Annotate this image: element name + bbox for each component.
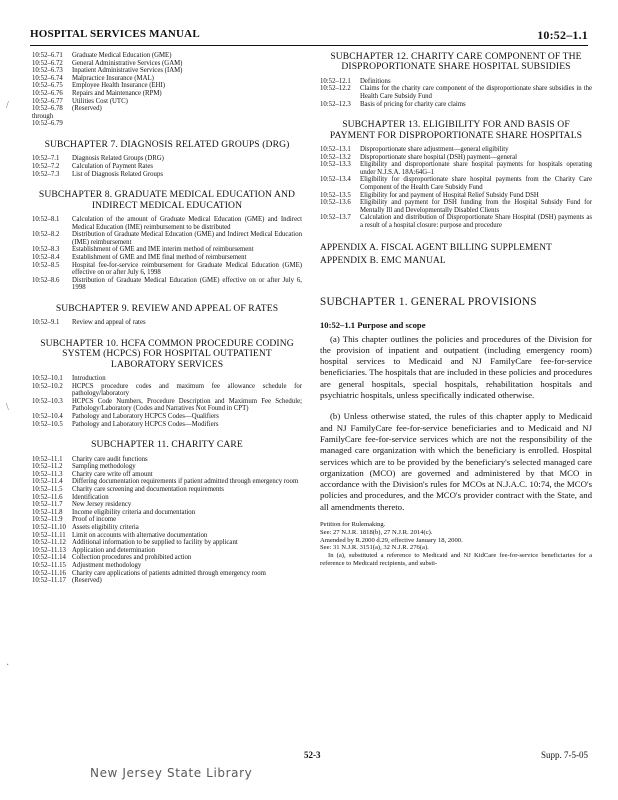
toc-entry xyxy=(32,82,302,90)
toc-entry-title: Distribution of Graduate Medical Education (GME) effective on or after July 6, 1998 xyxy=(72,276,302,292)
subchapter-heading: SUBCHAPTER 13. ELIGIBILITY FOR AND BASIS OF PAYMENT FOR DISPROPORTIONATE SHARE HOSPITALS xyxy=(329,119,583,141)
toc-entry-title: Differing documentation requirements if patient admitted through emergency room xyxy=(72,478,299,486)
toc-entry-number: 10:52–6.74 xyxy=(32,74,63,82)
history-notes xyxy=(320,521,592,568)
toc-entry-title: Eligibility for and payment of Hospital Relief Subsidy Fund DSH xyxy=(360,191,539,199)
toc-entry xyxy=(32,577,302,585)
toc-entry-number: 10:52–7.2 xyxy=(32,162,60,170)
note-line: See: 31 N.J.R. 3151(a), 32 N.J.R. 276(a). xyxy=(320,544,429,552)
toc-entry-number: 10:52–8.4 xyxy=(32,253,60,261)
toc-entry-title: Establishment of GME and IME final method of reimbursement xyxy=(72,253,247,261)
toc-entry xyxy=(32,562,302,570)
toc-entry-number: 10:52–6.75 xyxy=(32,82,63,90)
toc-entry xyxy=(320,176,592,191)
appendix-b: APPENDIX B. EMC MANUAL xyxy=(320,255,446,266)
purpose-scope-label: 10:52–1.1 Purpose and scope xyxy=(320,319,426,330)
toc-entry xyxy=(320,146,592,154)
toc-entry xyxy=(32,501,302,509)
toc-entry-title: Pathology and Laboratory HCPCS Codes—Modifiers xyxy=(72,420,219,428)
toc-entry-number: 10:52–6.73 xyxy=(32,67,63,75)
toc-entry-number: 10:52–13.1 xyxy=(320,146,351,153)
toc-entry xyxy=(32,570,302,578)
toc-entry xyxy=(32,532,302,540)
toc-entry xyxy=(32,421,302,429)
toc-entry xyxy=(320,192,592,200)
toc-entry-title: Diagnosis Related Groups (DRG) xyxy=(72,155,164,163)
toc-entry xyxy=(320,85,592,100)
toc-entry-number: 10:52–11.15 xyxy=(32,561,66,569)
toc-entry-title: Basis of pricing for charity care claims xyxy=(360,100,466,108)
toc-entry-title: Additional information to be supplied to facility by applicant xyxy=(72,539,238,547)
toc-entry xyxy=(32,547,302,555)
toc-entry xyxy=(32,539,302,547)
toc-entry-number: 10:52–13.7 xyxy=(320,214,351,222)
toc-list xyxy=(320,78,592,108)
toc-entry xyxy=(32,231,302,246)
toc-entry xyxy=(32,478,302,486)
toc-entry xyxy=(320,199,592,214)
toc-entry-title: Graduate Medical Education (GME) xyxy=(72,52,172,59)
toc-entry-title: Calculation and distribution of Disproportionate Share Hospital (DSH) payments as a result of a hospital closure: purpose and procedure xyxy=(360,214,592,229)
toc-entry-title: HCPCS procedure codes and maximum fee allowance schedule for pathology/laboratory xyxy=(72,382,302,398)
toc-entry-number: 10:52–11.9 xyxy=(32,516,63,524)
section-number: 10:52–1.1 xyxy=(537,28,588,42)
supplement-date: Supp. 7-5-05 xyxy=(541,750,588,760)
toc-entry-number: 10:52–6.72 xyxy=(32,59,63,67)
toc-entry-number: 10:52–7.1 xyxy=(32,155,60,163)
toc-list xyxy=(32,216,302,292)
toc-entry-title: Charity care applications of patients admitted through emergency room xyxy=(72,569,266,577)
subchapter-heading: SUBCHAPTER 11. CHARITY CARE xyxy=(91,439,243,451)
toc-entry-number: 10:52–13.6 xyxy=(320,199,351,207)
toc-entry-title: Employee Health Insurance (EHI) xyxy=(72,82,166,90)
page-header xyxy=(30,28,588,42)
toc-entry-number: 10:52–13.5 xyxy=(320,191,351,199)
toc-list xyxy=(32,375,302,428)
toc-entry xyxy=(32,494,302,502)
toc-entry-number: 10:52–7.3 xyxy=(32,170,60,178)
manual-title: HOSPITAL SERVICES MANUAL xyxy=(30,28,200,40)
appendix-a: APPENDIX A. FISCAL AGENT BILLING SUPPLEMENT xyxy=(320,242,552,253)
note-line: Petition for Rulemaking. xyxy=(320,520,386,528)
toc-entry xyxy=(32,554,302,562)
toc-entry-title: Disproportionate share adjustment—general eligibility xyxy=(360,146,509,153)
left-column xyxy=(32,52,302,585)
toc-entry-title: Utilities Cost (UTC) xyxy=(72,97,128,105)
toc-entry-number: 10:52–11.12 xyxy=(32,539,66,547)
toc-entry xyxy=(320,101,592,109)
toc-entry-title: Establishment of GME and IME interim method of reimbursement xyxy=(72,246,254,254)
toc-entry xyxy=(320,78,592,86)
toc-entry-title xyxy=(72,120,302,128)
toc-entry-title xyxy=(72,113,302,121)
header-rule xyxy=(30,45,588,46)
toc-entry-number: through xyxy=(32,112,54,120)
toc-entry xyxy=(32,113,302,121)
toc-entry xyxy=(32,90,302,98)
toc-entry xyxy=(32,516,302,524)
toc-entry xyxy=(32,171,302,179)
toc-entry-title: HCPCS Code Numbers, Procedure Description and Maximum Fee Schedule; Pathology/Laboratory (Codes and Narratives Not Found in CPT) xyxy=(72,397,302,413)
toc-entry xyxy=(32,463,302,471)
toc-entry xyxy=(32,105,302,113)
toc-entry-title: Assets eligibility criteria xyxy=(72,524,139,531)
toc-entry xyxy=(32,398,302,413)
toc-list xyxy=(320,146,592,230)
toc-entry xyxy=(32,120,302,128)
toc-entry-number: 10:52–11.7 xyxy=(32,501,63,509)
toc-entry-number: 10:52–8.2 xyxy=(32,231,60,239)
toc-entry-title: Charity care screening and documentation requirements xyxy=(72,486,224,494)
subchapter-heading: SUBCHAPTER 9. REVIEW AND APPEAL OF RATES xyxy=(55,302,279,314)
toc-entry-title: Inpatient Administrative Services (IAM) xyxy=(72,67,183,75)
appendix-list xyxy=(320,242,592,268)
toc-entry-number: 10:52–12.1 xyxy=(320,77,351,85)
note-line: Amended by R.2000 d.29, effective January 18, 2000. xyxy=(320,536,463,544)
toc-entry-number: 10:52–6.78 xyxy=(32,105,63,113)
toc-entry xyxy=(32,383,302,398)
toc-entry-number: 10:52–8.1 xyxy=(32,215,60,223)
toc-entry-number: 10:52–11.5 xyxy=(32,486,63,494)
toc-entry-title: Distribution of Graduate Medical Education (GME) and Indirect Medical Education (IME) reimbursement xyxy=(72,231,302,246)
paragraph-a: (a) This chapter outlines the policies and procedures of the Division for the provision of inpatient and outpatient (including emergency room) hospital services to Medicaid and NJ FamilyCare fee-for-service beneficiaries. The hospitals that are included in these policies and procedures are general hospitals, special hospitals, rehabilitation hospitals and psychiatric hospitals, unless specifically indicated otherwise. xyxy=(320,333,592,401)
toc-entry xyxy=(32,277,302,292)
toc-entry xyxy=(32,60,302,68)
toc-entry-number: 10:52–10.4 xyxy=(32,413,63,421)
subchapter-heading: SUBCHAPTER 10. HCFA COMMON PROCEDURE CODING SYSTEM (HCPCS) FOR HOSPITAL OUTPATIENT LABORATORY SERVICES xyxy=(40,337,294,370)
toc-entry-title: Eligibility and payment for DSH funding from the Hospital Subsidy Fund for Mentally Ill and Developmentally Disabled Clients xyxy=(360,199,592,214)
toc-list xyxy=(32,456,302,585)
right-column xyxy=(320,52,592,568)
toc-entry-title: Review and appeal of rates xyxy=(72,319,146,327)
paragraph-b: (b) Unless otherwise stated, the rules of this chapter apply to Medicaid and NJ FamilyCare fee-for-service beneficiaries and to Medicaid and NJ FamilyCare fee-for-service services which are not the responsibility of the managed care organization with which the beneficiary is enrolled. Hospital services which are to be provided by the beneficiary's selected managed care organization (MCO) are governed and administered by that MCO in accordance with the Division's rules for MCOs at N.J.A.C. 10:74, the MCO's policies and procedures, and the MCO's provider contract with the State, and all amendments thereto. xyxy=(320,411,592,512)
toc-entry-title: Definitions xyxy=(360,77,391,85)
toc-entry-number: 10:52–6.76 xyxy=(32,89,63,97)
toc-entry-number: 10:52–11.14 xyxy=(32,554,66,562)
toc-entry-number: 10:52–10.2 xyxy=(32,382,63,390)
toc-entry-number: 10:52–10.3 xyxy=(32,397,63,405)
toc-entry-number: 10:52–10.5 xyxy=(32,420,63,428)
toc-entry-number: 10:52–11.2 xyxy=(32,463,63,471)
toc-entry-number: 10:52–13.3 xyxy=(320,161,351,169)
toc-entry-number: 10:52–11.16 xyxy=(32,569,66,577)
toc-entry-title: Income eligibility criteria and documentation xyxy=(72,508,196,516)
right-subchapters xyxy=(320,52,592,230)
toc-entry xyxy=(32,98,302,106)
toc-entry xyxy=(32,67,302,75)
toc-entry xyxy=(32,216,302,231)
toc-intro-list xyxy=(32,52,302,128)
toc-entry-number: 10:52–8.5 xyxy=(32,261,60,269)
toc-entry-number: 10:52–11.10 xyxy=(32,524,66,531)
general-provisions-heading: SUBCHAPTER 1. GENERAL PROVISIONS xyxy=(320,295,537,308)
toc-entry xyxy=(32,262,302,277)
toc-entry xyxy=(32,509,302,517)
toc-entry-title: General Administrative Services (GAM) xyxy=(72,59,183,67)
toc-entry xyxy=(32,52,302,60)
toc-entry-number: 10:52–11.13 xyxy=(32,546,66,554)
toc-entry-number: 10:52–13.4 xyxy=(320,176,351,184)
toc-entry xyxy=(32,375,302,383)
left-subchapters xyxy=(32,140,302,585)
page-number: 52-3 xyxy=(304,750,321,760)
toc-entry-number: 10:52–10.1 xyxy=(32,375,63,383)
toc-entry-title: Hospital fee-for-service reimbursement for Graduate Medical Education (GME) effective on or after July 6, 1998 xyxy=(72,261,302,277)
toc-entry-title: Malpractice Insurance (MAL) xyxy=(72,74,154,82)
note-line: In (a), substituted a reference to Medicaid and NJ KidCare fee-for-service beneficiaries for a reference to Medicaid recipients, and substi- xyxy=(320,552,592,567)
subchapter-heading: SUBCHAPTER 7. DIAGNOSIS RELATED GROUPS (DRG) xyxy=(44,138,290,150)
toc-entry-title: Application and determination xyxy=(72,546,156,554)
toc-entry-number: 10:52–11.6 xyxy=(32,493,63,501)
toc-entry-number: 10:52–6.77 xyxy=(32,97,63,105)
toc-entry xyxy=(32,254,302,262)
toc-entry xyxy=(32,163,302,171)
library-stamp: New Jersey State Library xyxy=(90,766,253,780)
toc-list xyxy=(32,155,302,178)
toc-entry xyxy=(32,486,302,494)
toc-entry-title: Repairs and Maintenance (RPM) xyxy=(72,89,162,97)
toc-entry-number: 10:52–11.17 xyxy=(32,577,66,585)
toc-entry-title: (Reserved) xyxy=(72,577,102,585)
toc-list xyxy=(32,319,302,327)
toc-entry xyxy=(32,246,302,254)
toc-entry xyxy=(32,413,302,421)
note-line: See: 27 N.J.R. 1818(b), 27 N.J.R. 2014(c). xyxy=(320,528,433,536)
toc-entry-title: Identification xyxy=(72,493,109,501)
toc-entry-title: Charity care write off amount xyxy=(72,470,153,478)
toc-entry-title: New Jersey residency xyxy=(72,501,132,509)
toc-entry xyxy=(32,471,302,479)
toc-entry-title: List of Diagnosis Related Groups xyxy=(72,170,163,178)
toc-entry-title: Disproportionate share hospital (DSH) payment—general xyxy=(360,153,518,161)
toc-entry xyxy=(32,155,302,163)
subchapter-heading: SUBCHAPTER 12. CHARITY CARE COMPONENT OF THE DISPROPORTIONATE SHARE HOSPITAL SUBSIDIES xyxy=(330,51,582,73)
toc-entry xyxy=(32,524,302,532)
toc-entry-number: 10:52–9.1 xyxy=(32,319,60,327)
toc-entry-title: Sampling methodology xyxy=(72,463,136,471)
toc-entry-title: Pathology and Laboratory HCPCS Codes—Qualifiers xyxy=(72,413,219,421)
toc-entry-title: Calculation of Payment Rates xyxy=(72,162,153,170)
toc-entry-title: Introduction xyxy=(72,375,106,383)
toc-entry-title: Collection procedures and prohibited action xyxy=(72,554,192,562)
toc-entry-number: 10:52–11.4 xyxy=(32,478,63,486)
margin-mark: / xyxy=(6,100,9,111)
toc-entry-title: Calculation of the amount of Graduate Medical Education (GME) and Indirect Medical Education (IME) reimbursement to be distributed xyxy=(72,215,302,231)
toc-entry-number: 10:52–8.6 xyxy=(32,276,60,284)
toc-entry-title: Limit on accounts with alternative documentation xyxy=(72,531,208,539)
toc-entry-number: 10:52–11.1 xyxy=(32,455,63,463)
toc-entry-title: Adjustment methodology xyxy=(72,561,142,569)
toc-entry-title: Proof of income xyxy=(72,516,117,524)
toc-entry xyxy=(32,319,302,327)
toc-entry xyxy=(32,75,302,83)
toc-entry xyxy=(320,161,592,176)
toc-entry-title: Claims for the charity care component of the disproportionate share subsidies in the Health Care Subsidy Fund xyxy=(360,85,592,100)
toc-entry-title: Eligibility for disproportionate share hospital payments from the Charity Care Component of the Health Care Subsidy Fund xyxy=(360,176,592,191)
subchapter-heading: SUBCHAPTER 8. GRADUATE MEDICAL EDUCATION AND INDIRECT MEDICAL EDUCATION xyxy=(38,189,296,211)
toc-entry-title: (Reserved) xyxy=(72,105,102,113)
margin-mark: · xyxy=(6,660,10,671)
toc-entry xyxy=(320,154,592,162)
toc-entry xyxy=(320,214,592,229)
toc-entry-number: 10:52–6.79 xyxy=(32,120,63,128)
toc-entry-number: 10:52–8.3 xyxy=(32,246,60,254)
toc-entry-number: 10:52–12.3 xyxy=(320,100,351,108)
toc-entry-number: 10:52–11.8 xyxy=(32,508,63,516)
toc-entry-number: 10:52–13.2 xyxy=(320,153,351,161)
toc-entry-number: 10:52–11.11 xyxy=(32,531,66,539)
toc-entry-number: 10:52–12.2 xyxy=(320,85,351,93)
toc-entry-number: 10:52–6.71 xyxy=(32,52,63,59)
toc-entry-number: 10:52–11.3 xyxy=(32,470,63,478)
toc-entry-title: Eligibility and disproportionate share hospital payments for hospitals operating under N.J.S.A. 18A:64G–1 xyxy=(360,161,592,176)
toc-entry-title: Charity care audit functions xyxy=(72,455,148,463)
margin-mark: \ xyxy=(6,402,9,413)
toc-entry xyxy=(32,456,302,464)
